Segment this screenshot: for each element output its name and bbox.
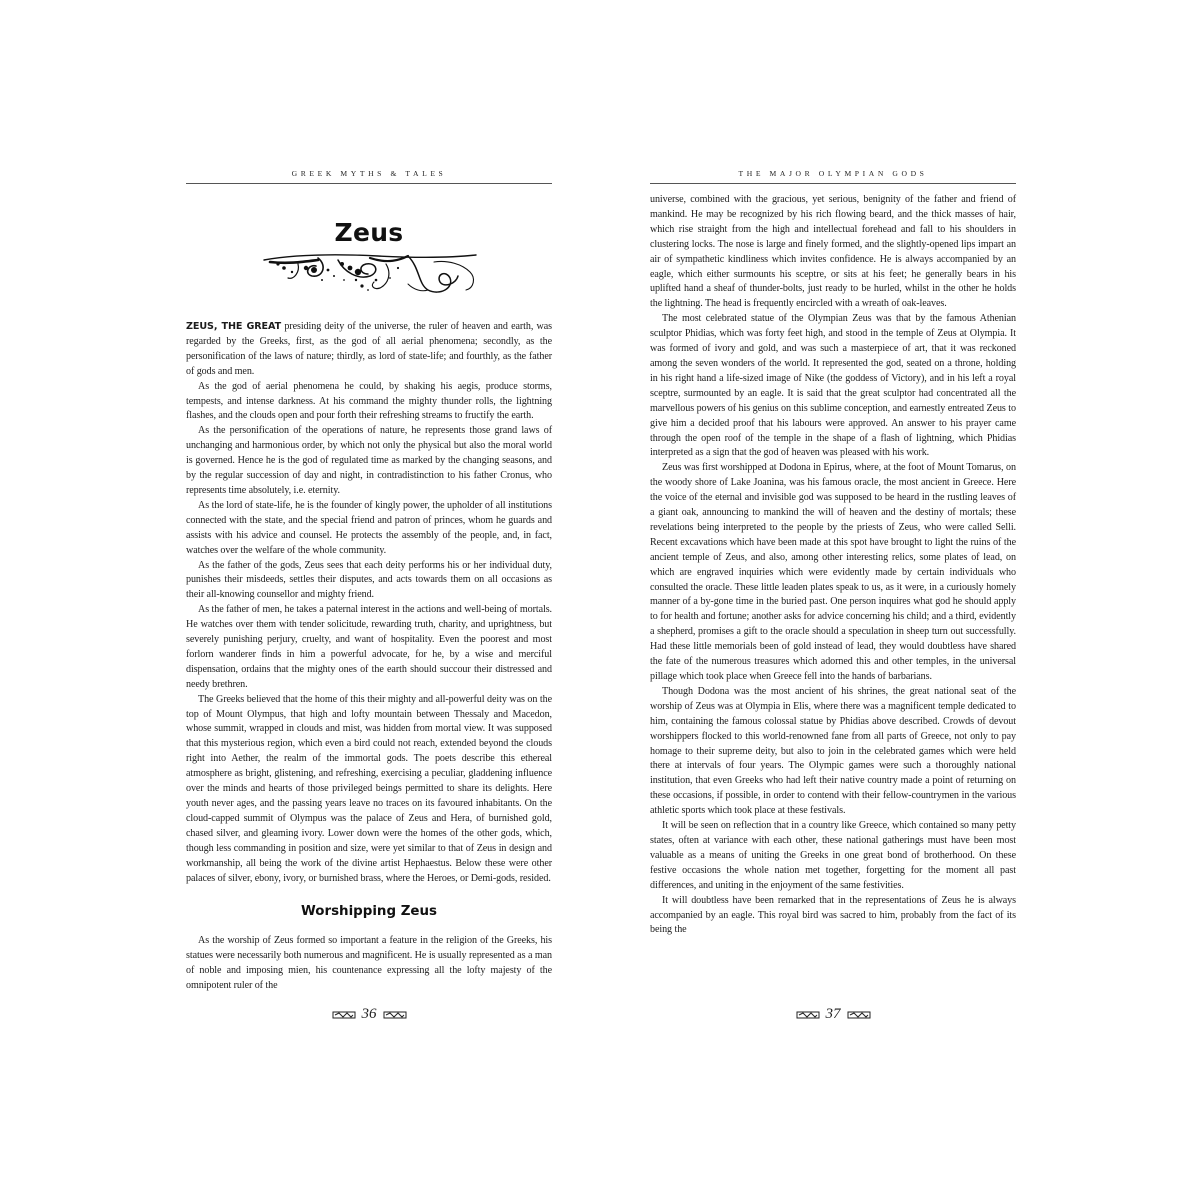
paragraph (650, 461, 1016, 685)
page-number-right-text: 37 (825, 1006, 841, 1022)
paragraph-text: Zeus was first worshipped at Dodona in Epirus, where, at the foot of Mount Tomarus, on the woody shore of Lake Joanina, was his famous oracle, the most ancient in Greece. Here the voice of the eternal and invisible god was supposed to be heard in the rustling leaves of a giant oak, announcing to mankind the will of heaven and the destiny of mortals; these revelations being interpreted to the people by the priests of Zeus, who were called Selli. Recent excavations which have been made at this spot have brought to light the ruins of the ancient temple of Zeus, and also, among other interesting relics, some plates of lead, on which are engraved inquiries which were evidently made by certain individuals who consulted the oracle. These little leaden plates speak to us, as it were, in a curiously homely manner of a by-gone time in the buried past. One person inquires what god he should apply to for health and fortune; another asks for advice concerning his child; and a third, evidently a shepherd, promises a gift to the oracle should a speculation in sheep turn out successfully. Had these little memorials been of gold instead of lead, they would doubtless have shared the fate of the numerous treasures which adorned this and other temples, in the universal pillage which took place when Greece fell into the hands of barbarians. (650, 462, 1016, 682)
right-page (650, 165, 1016, 938)
paragraph-text: It will be seen on reflection that in a country like Greece, which contained so many petty states, often at variance with each other, these national gatherings must have been most valuable as a means of uniting the Greeks in one great bond of brotherhood. On these festive occasions the whole nation met together, forgetting for the moment all past differences, and uniting in the enjoyment of the same festivities. (650, 820, 1016, 891)
paragraph (186, 934, 552, 994)
paragraph-text: As the lord of state-life, he is the founder of kingly power, the upholder of all institutions connected with the state, and the special friend and patron of princes, whom he guards and assists with his advice and counsel. He protects the assembly of the people, and, in fact, watches over the welfare of the whole community. (186, 499, 552, 556)
paragraph (650, 685, 1016, 819)
folio-ornament-right-icon (383, 1010, 407, 1020)
page-number-left (186, 1006, 552, 1023)
chapter-title: Zeus (334, 218, 404, 247)
paragraph (186, 603, 552, 692)
paragraph-text: As the father of the gods, Zeus sees that each deity performs his or her individual duty, punishes their misdeeds, settles their disputes, and acts towards them on all occasions as their all-knowing counsellor and mighty friend. (186, 559, 552, 601)
paragraph (650, 193, 1016, 312)
page-number-left-text: 36 (361, 1006, 377, 1022)
paragraph-text: The most celebrated statue of the Olympian Zeus was that by the famous Athenian sculptor Phidias, which was forty feet high, and stood in the temple of Zeus at Olympia. It was formed of ivory and gold, and was such a masterpiece of art, that it was reckoned among the seven wonders of the world. It represented the god, seated on a throne, holding in his right hand a life-sized image of Nike (the goddess of Victory), and in his left a royal sceptre, surmounted by an eagle. It is said that the great sculptor had concentrated all the marvellous powers of his genius on this sublime conception, and earnestly entreated Zeus to give him a decided proof that his labours were approved. An answer to his prayer came through the open roof of the temple in the shape of a flash of lightning, which Phidias interpreted as a sign that the god of heaven was pleased with his work. (650, 313, 1016, 459)
paragraph-text: As the worship of Zeus formed so important a feature in the religion of the Greeks, his statues were necessarily both numerous and magnificent. He is usually represented as a man of noble and imposing mien, his countenance expressing all the lofty majesty of the omnipotent ruler of the (186, 935, 552, 992)
paragraph-text: As the father of men, he takes a paternal interest in the actions and well-being of mortals. He watches over them with tender solicitude, rewarding truth, charity, and uprightness, but severely punishing perjury, cruelty, and want of hospitality. Even the poorest and most forlorn wanderer finds in him a powerful advocate, for he, by a wise and merciful dispensation, ordains that the mighty ones of the earth should succour their distressed and needy brethren. (186, 604, 552, 690)
right-body-text (650, 193, 1016, 938)
lead-in-text: ZEUS, THE GREAT (186, 321, 282, 332)
left-body-text (186, 320, 552, 886)
paragraph-text: Though Dodona was the most ancient of his shrines, the great national seat of the worship of Zeus was at Olympia in Elis, where there was a magnificent temple dedicated to him, containing the famous colossal statue by Phidias above described. Crowds of devout worshippers flocked to this world-renowned fane from all parts of Greece, not only to pay homage to their supreme deity, but also to join in the celebrated games which were held there at intervals of four years. The Olympic games were such a thoroughly national institution, that even Greeks who had left their native country made a point of returning on these occasions, if possible, in order to contend with their fellow-countrymen in the various athletic sports which took place at these festivals. (650, 685, 1016, 817)
section-heading: Worshipping Zeus (300, 904, 438, 920)
paragraph-text: universe, combined with the gracious, yet serious, benignity of the father and friend of mankind. He may be recognized by his rich flowing beard, and the thick masses of hair, which rise straight from the high and intellectual forehead and fall to his shoulders in clustering locks. The nose is large and finely formed, and the slightly-opened lips impart an air of sympathetic kindliness which invites confidence. He is always accompanied by an eagle, which either surmounts his sceptre, or sits at his feet; he generally bears in his uplifted hand a sheaf of thunder-bolts, just ready to be hurled, whilst in the other he holds the lightning. The head is frequently encircled with a wreath of oak-leaves. (650, 194, 1016, 310)
paragraph (650, 312, 1016, 461)
paragraph (650, 894, 1016, 939)
paragraph (186, 320, 552, 380)
paragraph-text: The Greeks believed that the home of this their mighty and all-powerful deity was on the top of Mount Olympus, that high and lofty mountain between Thessaly and Macedon, whose summit, wrapped in clouds and mist, was hidden from mortal view. It was supposed that this mysterious region, which even a bird could not reach, extended beyond the clouds right into Aether, the realm of the immortal gods. The poets describe this ethereal atmosphere as bright, glistening, and refreshing, exercising a peculiar, gladdening influence over the minds and hearts of those privileged beings permitted to share its delights. Here youth never ages, and the passing years leave no traces on its favoured inhabitants. On the cloud-capped summit of Olympus was the palace of Zeus and Hera, of burnished gold, chased silver, and gleaming ivory. Lower down were the homes of the other gods, which, though less commanding in position and size, were yet similar to that of Zeus in design and workmanship, all being the work of the divine artist Hephaestus. Below these were other palaces of silver, ebony, ivory, or burnished brass, where the Heroes, or Demi-gods, resided. (186, 693, 552, 884)
left-body-text-continued (186, 934, 552, 994)
folio-ornament-left-icon (796, 1010, 820, 1020)
paragraph (186, 380, 552, 425)
paragraph (186, 499, 552, 559)
title-flourish-ornament (258, 250, 480, 300)
left-page (186, 165, 552, 994)
running-head-right: THE MAJOR OLYMPIAN GODS (650, 165, 1016, 184)
paragraph (650, 819, 1016, 894)
folio-ornament-left-icon (332, 1010, 356, 1020)
paragraph (186, 693, 552, 887)
paragraph-text: As the god of aerial phenomena he could, by shaking his aegis, produce storms, tempests, and intense darkness. At his command the mighty thunder rolls, the lightning flashes, and the clouds open and pour forth their refreshing streams to fructify the earth. (186, 380, 552, 422)
running-head-left: GREEK MYTHS & TALES (186, 165, 552, 184)
paragraph-text: presiding deity of the universe, the ruler of heaven and earth, was regarded by the Greeks, first, as the god of all aerial phenomena; secondly, as the personification of the laws of nature; thirdly, as lord of state-life; and fourthly, as the father of gods and men. (186, 321, 552, 377)
page-number-right (650, 1006, 1016, 1023)
paragraph-text: It will doubtless have been remarked that in the representations of Zeus he is always accompanied by an eagle. This royal bird was sacred to him, probably from the fact of its being the (650, 894, 1016, 936)
paragraph-text: As the personification of the operations of nature, he represents those grand laws of unchanging and harmonious order, by which not only the physical but also the moral world is governed. Hence he is the god of regulated time as marked by the changing seasons, and by the regular succession of day and night, in contradistinction to his father Cronus, who represents time absolutely, i.e. eternity. (186, 425, 552, 496)
folio-ornament-right-icon (847, 1010, 871, 1020)
paragraph (186, 424, 552, 499)
paragraph (186, 559, 552, 604)
